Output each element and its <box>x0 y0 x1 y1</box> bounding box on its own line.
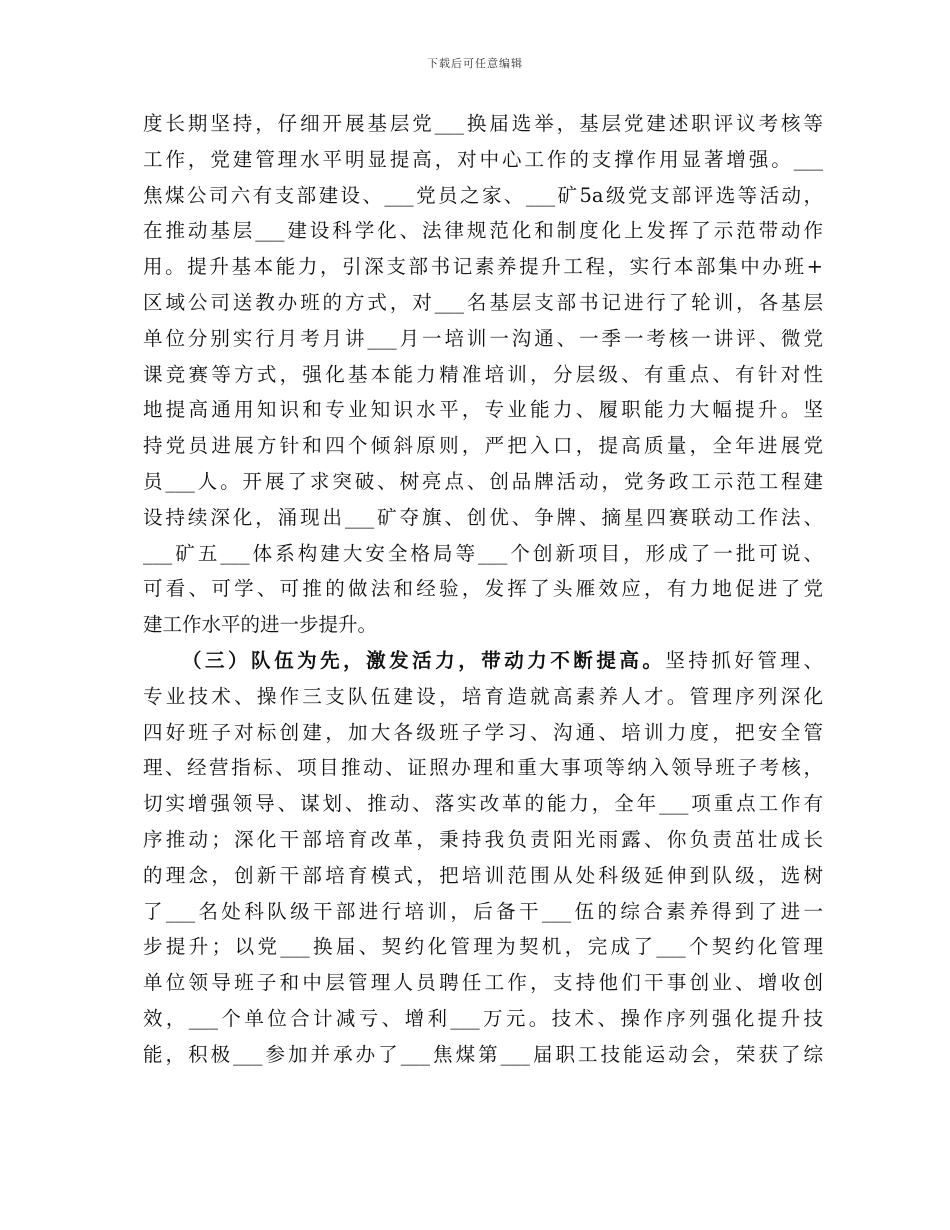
text-line: 焦煤公司六有支部建设、___党员之家、___矿5a级党支部评选等活动， <box>143 183 823 207</box>
text-line: 能，积极___参加并承办了___焦煤第___届职工技能运动会，荣获了综 <box>143 1042 823 1066</box>
text-line: 工作，党建管理水平明显提高，对中心工作的支撑作用显著增强。___ <box>143 147 823 171</box>
text-line: 设持续深化，涌现出___矿夺旗、创优、争牌、摘星四赛联动工作法、 <box>143 505 823 529</box>
text-line: 可看、可学、可推的做法和经验，发挥了头雁效应，有力地促进了党 <box>143 577 823 601</box>
section-heading-line <box>143 643 823 679</box>
text-line: 步提升；以党___换届、契约化管理为契机，完成了___个契约化管理 <box>143 935 823 959</box>
text-line: 地提高通用知识和专业知识水平，专业能力、履职能力大幅提升。坚 <box>143 398 823 422</box>
text-line: 切实增强领导、谋划、推动、落实改革的能力，全年___项重点工作有 <box>143 792 823 816</box>
text-line: 序推动；深化干部培育改革，秉持我负责阳光雨露、你负责茁壮成长 <box>143 827 823 851</box>
paragraph-1 <box>143 106 823 643</box>
text-line: 了___名处科队级干部进行培训，后备干___伍的综合素养得到了进一 <box>143 899 823 923</box>
text-line: 专业技术、操作三支队伍建设，培育造就高素养人才。管理序列深化 <box>143 684 823 708</box>
section-heading: （三）队伍为先，激发活力，带动力不断提高。 <box>182 648 666 672</box>
text-line: 单位领导班子和中层管理人员聘任工作，支持他们干事创业、增收创 <box>143 971 823 995</box>
text-line: 的理念，创新干部培育模式，把培训范围从处科级延伸到队级，选树 <box>143 863 823 887</box>
document-body <box>143 106 823 1073</box>
text-line: 用。提升基本能力，引深支部书记素养提升工程，实行本部集中办班+ <box>143 255 823 279</box>
text-line: 建工作水平的进一步提升。 <box>143 613 378 637</box>
text-line: 单位分别实行月考月讲___月一培训一沟通、一季一考核一讲评、微党 <box>143 326 823 350</box>
text-line: 员___人。开展了求突破、树亮点、创品牌活动，党务政工示范工程建 <box>143 469 823 493</box>
text-line: 理、经营指标、项目推动、证照办理和重大事项等纳入领导班子考核， <box>143 756 823 780</box>
text-line: 区域公司送教办班的方式，对___名基层支部书记进行了轮训，各基层 <box>143 290 823 314</box>
text-line: 课竞赛等方式，强化基本能力精准培训，分层级、有重点、有针对性 <box>143 362 823 386</box>
text-line: 在推动基层___建设科学化、法律规范化和制度化上发挥了示范带动作 <box>143 219 823 243</box>
page-header: 下载后可任意编辑 <box>427 57 523 70</box>
text-segment: 坚持抓好管理、 <box>665 648 823 672</box>
text-line: 持党员进展方针和四个倾斜原则，严把入口，提高质量，全年进展党 <box>143 434 823 458</box>
text-line: 效，___个单位合计减亏、增利___万元。技术、操作序列强化提升技 <box>143 1006 823 1030</box>
text-line: 度长期坚持，仔细开展基层党___换届选举，基层党建述职评议考核等 <box>143 112 823 135</box>
paragraph-2 <box>143 643 823 1073</box>
text-line: 四好班子对标创建，加大各级班子学习、沟通、培训力度，把安全管 <box>143 720 823 744</box>
text-line: ___矿五___体系构建大安全格局等___个创新项目，形成了一批可说、 <box>143 541 823 565</box>
